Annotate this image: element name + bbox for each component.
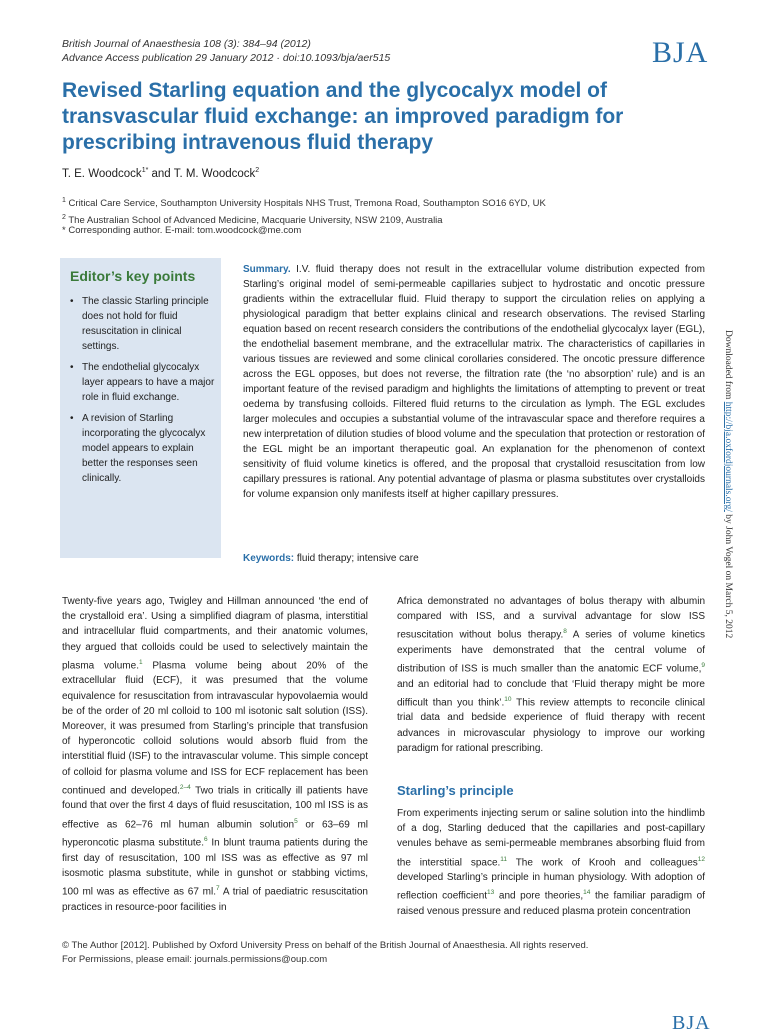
citation-ref[interactable]: 13 (487, 889, 495, 897)
citation-ref[interactable]: 12 (697, 855, 705, 863)
affiliation-1 (62, 194, 546, 211)
body-text: and pore theories, (494, 890, 584, 902)
author-1-affil: 1* (141, 167, 149, 174)
citation-ref[interactable]: 10 (504, 695, 512, 703)
affiliation-text: The Australian School of Advanced Medicine, Macquarie University, NSW 2109, Australia (68, 214, 443, 226)
affiliation-number: 1 (62, 197, 66, 204)
key-point-text: The classic Starling principle does not hold for fluid resuscitation in clinical settings. (82, 296, 209, 352)
keywords-label: Keywords: (243, 553, 295, 564)
key-point-text: A revision of Starling incorporating the glycocalyx model appears to explain better the responses seen clinically. (82, 413, 206, 484)
download-watermark (723, 330, 733, 650)
key-point (70, 360, 215, 405)
bullet-icon: • (70, 362, 74, 373)
abstract-summary (243, 262, 705, 502)
keywords-text: fluid therapy; intensive care (294, 553, 419, 564)
body-text: A trial of paediatric resuscitation practices in resource-poor facilities in (62, 886, 368, 913)
body-text: Two trials in critically ill patients have found that over the first 4 days of fluid resuscitation, 100 ml ISS is as effective as 62–76 ml human albumin solution (62, 785, 369, 830)
citation-ref[interactable]: 14 (583, 889, 591, 897)
body-column-right-section (397, 806, 705, 919)
journal-logo: BJA (652, 36, 709, 69)
affiliation-text: Critical Care Service, Southampton University Hospitals NHS Trust, Tremona Road, Southampton SO16 6YD, UK (68, 198, 546, 210)
body-text: and an editorial had to conclude that ‘Fluid therapy might be more difficult than you think’. (397, 678, 705, 709)
journal-citation: British Journal of Anaesthesia 108 (3): 384–94 (2012) (62, 38, 311, 50)
author-list (62, 167, 259, 180)
body-text: or 63–69 ml hyperoncotic plasma substitute. (62, 818, 368, 849)
body-text: From experiments injecting serum or saline solution into the hindlimb of a dog, Starling deduced that the capillaries and post-capillary venules behave as semi-permeable membranes absorbing fluid from the interstitial space. (397, 808, 705, 868)
citation-ref[interactable]: 8 (563, 628, 567, 636)
key-points-list (70, 294, 215, 492)
citation-ref[interactable]: 7 (216, 884, 220, 892)
citation-ref[interactable]: 11 (500, 855, 508, 863)
key-point (70, 294, 215, 354)
body-text: This review attempts to reconcile clinical trial data and bedside experience of fluid therapy with recent advances in microvascular physiology to improve our working paradigm for rational prescribing. (397, 697, 705, 754)
citation-ref[interactable]: 5 (294, 817, 298, 825)
corresponding-author: * Corresponding author. E-mail: tom.woodcock@me.com (62, 225, 302, 236)
citation-ref[interactable]: 6 (204, 836, 208, 844)
author-and: and (148, 167, 174, 180)
body-column-left (62, 594, 368, 915)
citation-ref[interactable]: 9 (701, 662, 705, 670)
journal-meta (62, 37, 390, 65)
affiliations (62, 194, 546, 227)
body-text: In blunt trauma patients during the first day of resuscitation, 100 ml ISS was as effective as 97 ml isosmotic plasma substitute, while in gunshot or stabbing victims, 100 ml was as effective as 67 ml. (62, 837, 368, 898)
bottom-journal-logo: BJA (672, 1012, 711, 1034)
body-text: Africa demonstrated no advantages of bolus therapy with albumin compared with ISS, and a survival advantage for slow ISS resuscitation without bolus therapy. (397, 596, 705, 641)
article-title: Revised Starling equation and the glycocalyx model of transvascular fluid exchange: an improved paradigm for prescribing intravenous fluid therapy (62, 79, 624, 154)
bullet-icon: • (70, 413, 74, 424)
author-1: T. E. Woodcock (62, 167, 142, 180)
section-heading: Starling’s principle (397, 783, 514, 798)
author-2-affil: 2 (255, 167, 260, 174)
summary-text: I.V. fluid therapy does not result in the extracellular volume distribution expected from Starling’s original model of semi-permeable capillaries subject to hydrostatic and oncotic pressure gradients within the extracellular fluid. Fluid therapy to support the circulation relies on applying a physiological paradigm that better explains clinical and research observations. The revised Starling equation based on recent research considers the contributions of the endothelial glycocalyx layer (EGL), the endothelial basement membrane, and the extracellular matrix. The characteristics of capillaries in various tissues are reviewed and some clinical corollaries considered. The oncotic pressure difference across the EGL opposes, but does not reverse, the filtration rate (the ‘no absorption’ rule) and is an important feature of the revised paradigm and highlights the limitations of attempting to prevent or treat oedema by transfusing colloids. Filtered fluid returns to the circulation as lymph. The EGL excludes larger molecules and occupies a substantial volume of the intravascular space and therefore requires a new interpretation of dilution studies of blood volume and the speculation that protection or restoration of the EGL might be an important therapeutic goal. An explanation for the phenomenon of context sensitivity of fluid volume kinetics is offered, and the proposal that crystalloid resuscitation from low capillary pressures is rational. Any potential advantage of plasma or plasma substitutes over crystalloids for volume expansion only manifests itself at higher capillary pressures. (243, 264, 705, 500)
download-suffix: by John Vogel on March 5, 2012 (723, 511, 733, 639)
affiliation-number: 2 (62, 213, 66, 221)
body-text: developed Starling’s principle in human physiology. With adoption of reflection coefficient (397, 872, 705, 902)
journal-link[interactable]: http://bja.oxfordjournals.org/ (723, 401, 733, 512)
body-text: Twenty-five years ago, Twigley and Hillman announced ‘the end of the crystalloid era’. Using a simplified diagram of plasma, interstitial and intracellular fluid compartments, and their anatomic volumes, they argued that colloids could be used to selectively maintain the plasma volume. (62, 596, 368, 672)
body-text: The work of Krooh and colleagues (507, 856, 698, 868)
key-points-heading: Editor’s key points (70, 268, 196, 284)
body-text: A series of volume kinetics experiments have demonstrated that the central volume of distribution of ISS is much smaller than the anatomic ECF volume, (397, 629, 705, 675)
key-points-box (60, 258, 221, 558)
body-text: Plasma volume being about 20% of the extracellular fluid (ECF), it was presumed that the volume equivalence for resuscitation from intravascular hypovolaemia would be of the order of 20 ml colloid to 100 ml isotonic salt solution (ISS). Moreover, it was presumed from Starling’s principle that transfusion of hyperoncotic colloid solutions would absorb fluid from the interstitial fluid (ISF) to the intravascular volume. This simple concept of colloid for plasma volume and ISS for ECF replacement has been continued and developed. (62, 660, 369, 797)
key-point-text: The endothelial glycocalyx layer appears to have a major role in fluid exchange. (82, 362, 215, 403)
access-line: Advance Access publication 29 January 2012 · doi:10.1093/bja/aer515 (62, 52, 391, 64)
citation-ref[interactable]: 2–4 (179, 783, 191, 791)
copyright-footer (62, 939, 588, 967)
permissions-line: For Permissions, please email: journals.permissions@oup.com (62, 954, 328, 965)
copyright-line: © The Author [2012]. Published by Oxford University Press on behalf of the British Journal of Anaesthesia. All rights reserved. (62, 940, 589, 951)
body-text: the familiar paradigm of raised venous pressure and reduced plasma protein concentration (397, 890, 705, 917)
key-point (70, 411, 215, 486)
keywords (243, 553, 419, 564)
author-2: T. M. Woodcock (173, 167, 256, 180)
bullet-icon: • (70, 296, 74, 307)
summary-label: Summary. (243, 264, 291, 275)
body-column-right (397, 594, 705, 756)
download-prefix: Downloaded from (723, 330, 733, 402)
citation-ref[interactable]: 1 (138, 658, 143, 666)
